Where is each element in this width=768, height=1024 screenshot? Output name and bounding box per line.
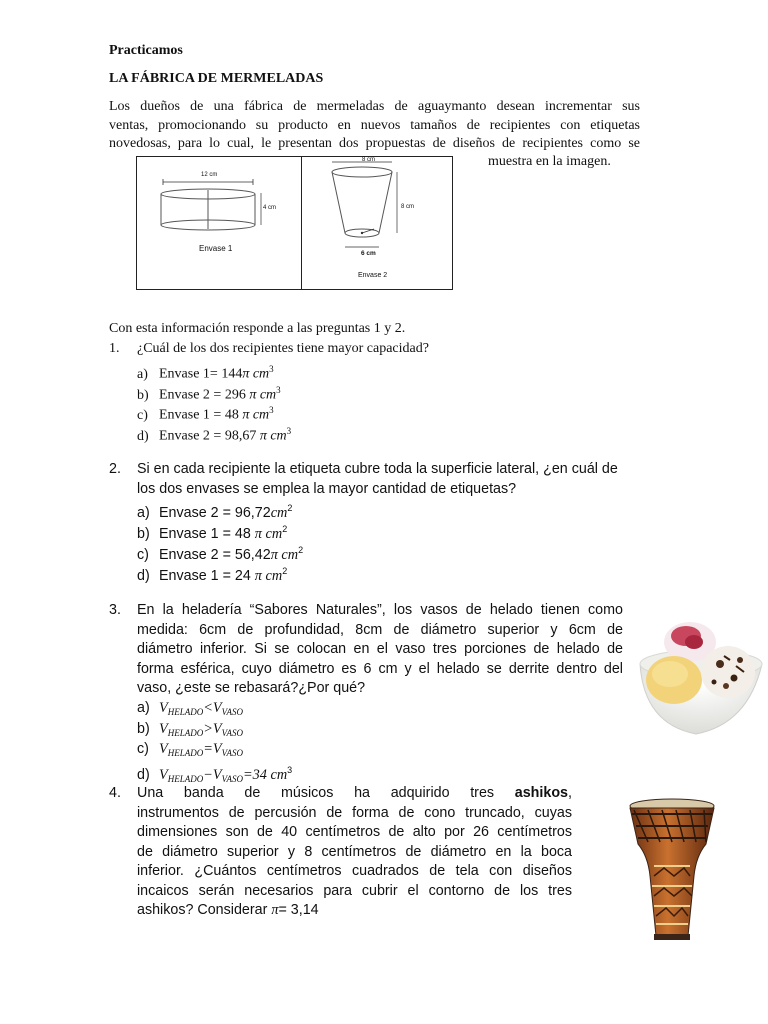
option-exp: 3 <box>269 405 274 415</box>
cylinder-drawing <box>137 157 301 289</box>
option-exp: 3 <box>276 385 281 395</box>
q4-text <box>137 784 572 921</box>
q3-option-c <box>137 740 243 764</box>
option-label: a) <box>137 700 150 716</box>
option-op: − <box>203 766 213 783</box>
env2-bottom-label: 6 cm <box>361 250 376 257</box>
option-text: Envase 2 = 98,67 <box>159 428 257 444</box>
option-op: = <box>203 741 213 757</box>
q4-line: de diámetro superior y 8 centímetros de diámetro en la boca <box>137 843 572 860</box>
option-tail: =34 cm <box>242 766 288 783</box>
q2-text <box>137 460 618 499</box>
option-text: Envase 1= 144 <box>159 366 243 382</box>
q3-line: diámetro inferior. Si se colocan en el vaso tres porciones de helado de <box>137 641 623 657</box>
option-exp: 2 <box>282 566 288 576</box>
option-exp: 3 <box>287 765 293 775</box>
truncated-cone-drawing <box>302 157 452 289</box>
q4-last-a: ashikos? Considerar <box>137 902 268 918</box>
env1-caption: Envase 1 <box>199 244 233 253</box>
option-exp: 3 <box>286 426 292 436</box>
option-sub: HELADO <box>167 748 204 758</box>
option-text: Envase 2 = 296 <box>159 387 246 403</box>
q4-line1-a: Una banda de músicos ha adquirido tres <box>137 785 495 801</box>
option-label: b) <box>137 387 149 403</box>
env1-top-label: 12 cm <box>201 172 218 178</box>
option-math: π cm <box>259 428 287 444</box>
q4-line: incaicos serán necesarios para cubrir el contorno de los tres <box>137 882 572 899</box>
q1-number: 1. <box>109 341 120 356</box>
q3-line: medida: 6cm de profundidad, 8cm de diámetro superior y 6cm de <box>137 621 623 638</box>
option-text: Envase 2 = 96,72 <box>159 504 271 521</box>
env2-top-label: 8 cm <box>362 157 376 163</box>
subtitle: LA FÁBRICA DE MERMELADAS <box>109 71 324 86</box>
option-sub: HELADO <box>167 728 204 738</box>
option-text: Envase 2 = 56,42 <box>159 546 271 563</box>
intro-line: ventas, promocionando su producto en nuevos tamaños de recipientes con etiquetas <box>109 117 640 133</box>
option-math: π cm <box>242 366 270 382</box>
ice-cream-bowl-image <box>636 612 766 738</box>
q3-line: En la heladería “Sabores Naturales”, los vasos de helado tienen como <box>137 602 623 618</box>
option-exp: 2 <box>287 503 293 513</box>
option-sub: VASO <box>221 728 243 738</box>
intro-line: Los dueños de una fábrica de mermeladas de aguaymanto desean incrementar sus <box>109 99 640 114</box>
option-exp: 2 <box>282 524 288 534</box>
option-sub: VASO <box>221 748 243 758</box>
env2-side-label: 8 cm <box>401 204 415 210</box>
q3-option-a <box>137 699 243 723</box>
q4-line: dimensiones son de 40 centímetros de alto por 26 centímetros <box>137 824 572 840</box>
option-exp: 3 <box>269 364 274 374</box>
option-label: b) <box>137 525 150 542</box>
q1-option-d <box>137 422 291 446</box>
q3-number: 3. <box>109 602 121 618</box>
option-label: d) <box>137 567 150 584</box>
instructions: Con esta información responde a las preguntas 1 y 2. <box>109 321 406 336</box>
intro-paragraph <box>109 98 640 154</box>
option-label: a) <box>137 504 150 521</box>
option-text: Envase 1 = 48 <box>159 407 239 423</box>
option-math: π cm <box>254 567 283 584</box>
q4-last-line <box>137 901 572 921</box>
option-v: V <box>212 721 222 737</box>
q2-option-d <box>137 562 287 586</box>
q4-line: instrumentos de percusión de forma de cono truncado, cuyas <box>137 804 572 821</box>
option-v: V <box>212 766 222 783</box>
q4-line1-c: , <box>568 785 572 801</box>
heading: Practicamos <box>109 43 183 58</box>
option-v: V <box>159 766 168 783</box>
option-sub: HELADO <box>167 773 204 784</box>
option-label: c) <box>137 546 149 563</box>
q2-line: Si en cada recipiente la etiqueta cubre toda la superficie lateral, ¿en cuál de <box>137 461 618 477</box>
option-label: b) <box>137 721 150 737</box>
option-v: V <box>159 741 168 757</box>
option-v: V <box>212 741 222 757</box>
q4-line: inferior. ¿Cuántos centímetros cuadrados de tela con diseños <box>137 863 572 879</box>
option-label: c) <box>137 407 148 423</box>
q4-last-b: = 3,14 <box>278 902 319 918</box>
option-sub: HELADO <box>167 707 204 717</box>
env2-caption: Envase 2 <box>358 272 388 279</box>
q2-line: los dos envases se emplea la mayor cantidad de etiquetas? <box>137 480 517 497</box>
option-math: π cm <box>249 387 277 403</box>
option-v: V <box>212 700 222 716</box>
option-label: d) <box>137 428 149 444</box>
option-math: π cm <box>242 407 270 423</box>
option-math: π cm <box>254 525 283 542</box>
option-math: cm <box>270 504 288 521</box>
option-op: < <box>203 700 213 716</box>
q4-line-1 <box>137 784 572 804</box>
q4-line1-bold: ashikos <box>514 785 569 801</box>
q2-number: 2. <box>109 461 121 477</box>
option-v: V <box>159 721 168 737</box>
option-label: a) <box>137 366 148 382</box>
option-sub: VASO <box>221 773 243 784</box>
q1-text: ¿Cuál de los dos recipientes tiene mayor capacidad? <box>137 341 429 356</box>
intro-tail: muestra en la imagen. <box>488 154 611 169</box>
ashiko-drum-image <box>624 796 720 946</box>
option-label: d) <box>137 766 150 783</box>
env1-side-label: 4 cm <box>263 205 277 211</box>
q3-line: vaso, ¿este se rebasará?¿Por qué? <box>137 680 366 696</box>
option-math: π cm <box>270 546 299 563</box>
option-v: V <box>159 700 168 716</box>
intro-line: novedosas, para lo cual, le presentan dos propuestas de diseños de recipientes como se <box>109 136 640 151</box>
q4-number: 4. <box>109 785 121 801</box>
option-text: Envase 1 = 24 <box>159 567 251 584</box>
option-text: Envase 1 = 48 <box>159 525 251 542</box>
option-label: c) <box>137 741 149 757</box>
option-sub: VASO <box>221 707 243 717</box>
option-op: > <box>203 721 213 737</box>
q3-line: forma esférica, cuyo diámetro es 6 cm y el helado se derrite dentro del <box>137 660 623 677</box>
q3-text <box>137 601 623 699</box>
containers-figure <box>136 156 453 290</box>
q4-pi: π <box>271 902 279 918</box>
option-exp: 2 <box>298 545 304 555</box>
